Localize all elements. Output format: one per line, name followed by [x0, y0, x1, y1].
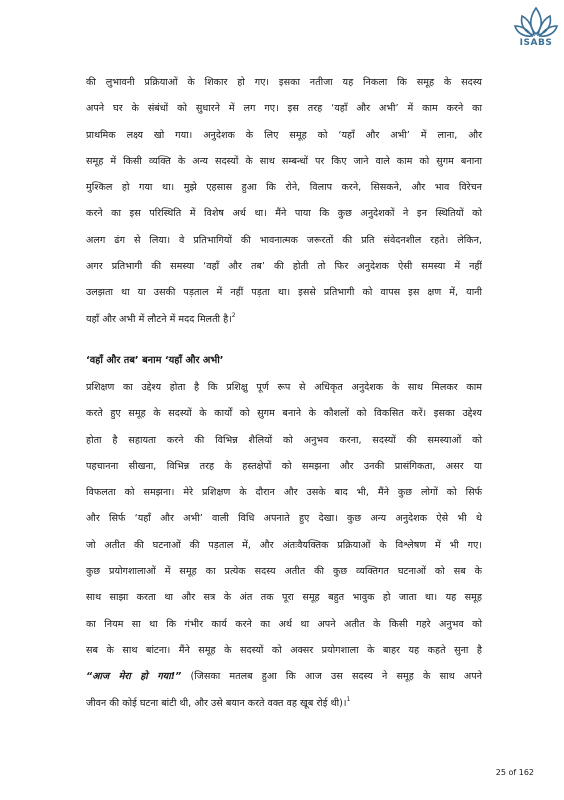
quote-text: “आज मेरा हो गया!” — [86, 671, 182, 683]
text-line-last — [86, 691, 482, 717]
text-line: साथ साझा करता था और सत्र के अंत तक पूरा समूह बहुत भावुक हो जाता था। यह समूह — [86, 592, 482, 604]
text-line: जो अतीत की घटनाओं की पड़ताल में, और अंतःवैयक्तिक प्रक्रियाओं के विश्लेषण में भी गए। — [86, 539, 482, 551]
text-line: मुश्किल हो गया था। मुझे एहसास हुआ कि रोने, विलाप करने, सिसकने, और भाव विरेचन — [86, 182, 482, 194]
footnote-reference[interactable]: 1 — [346, 695, 351, 703]
logo-text: ISABS — [519, 38, 553, 48]
text-line: करने का इस परिस्थिति में विशेष अर्थ था। मैंने पाया कि कुछ अनुदेशकों ने इन स्थितियों को — [86, 208, 482, 220]
text-span: जीवन की कोई घटना बांटी थी, और उसे बयान करते वक्त वह खूब रोई थी)। — [86, 697, 347, 709]
paragraph-1 — [86, 70, 482, 333]
page-number: 25 of 162 — [495, 768, 534, 777]
text-span: (जिसका मतलब हुआ कि आज उस सदस्य ने समूह के साथ अपने — [181, 671, 482, 683]
text-line: उलझता था या उसकी पड़ताल में नहीं पड़ता था। इससे प्रतिभागी को वापस इस क्षण में, यानी — [86, 287, 482, 299]
text-span: यहाँ और अभी में लौटने में मदद मिलती है। — [86, 313, 232, 325]
text-line: कुछ प्रयोगशालाओं में समूह का प्रत्येक सदस्य अतीत की कुछ व्यक्तिगत घटनाओं को सब के — [86, 566, 482, 578]
text-line-last — [86, 307, 482, 333]
text-line: विफलता को समझना। मेरे प्रशिक्षण के दौरान और उसके बाद भी, मैंने कुछ लोगों को सिर्फ — [86, 487, 482, 499]
text-line: होता है सहायता करने की विभिन्न शैलियों को अनुभव करना, सदस्यों की समस्याओं को — [86, 434, 482, 446]
isabs-flame-logo-icon — [513, 4, 559, 38]
footnote-reference[interactable]: 2 — [231, 311, 236, 319]
document-body — [86, 70, 482, 717]
text-line: का नियम सा था कि गंभीर कार्य करने का अर्थ था अपने अतीत के किसी गहरे अनुभव को — [86, 618, 482, 630]
text-line: प्रशिक्षण का उद्देश्य होता है कि प्रशिक्षु पूर्ण रूप से अधिकृत अनुदेशक के साथ मिलकर काम — [86, 381, 482, 393]
text-line: करते हुए समूह के सदस्यों के कार्यों को सुगम बनाने के कौशलों को विकसित करें। इसका उद्देश्य — [86, 408, 482, 420]
text-line: समूह में किसी व्यक्ति के अन्य सदस्यों के साथ सम्बन्धों पर किए जाने वाले काम को सुगम बनाना — [86, 155, 482, 167]
text-line: सब के साथ बांटना। मैंने समूह के सदस्यों को अक्सर प्रयोगशाला के बाहर यह कहते सुना है — [86, 644, 482, 656]
text-line: अलग ढंग से लिया। वे प्रतिभागियों की भावनात्मक जरूरतों की प्रति संवेदनशील रहते। लेकिन, — [86, 234, 482, 246]
text-line: पहचानना सीखना, विभिन्न तरह के हस्तक्षेपों को समझना और उनकी प्रासंगिकता, असर या — [86, 460, 482, 472]
text-line: अगर प्रतिभागी की समस्या ‘वहाँ और तब’ की होती तो फिर अनुदेशक ऐसी समस्या में नहीं — [86, 261, 482, 273]
text-line: और सिर्फ ‘यहाँ और अभी’ वाली विधि अपनाते हुए देखा। कुछ अन्य अनुदेशक ऐसे भी थे — [86, 513, 482, 525]
text-line: अपने घर के संबंधों को सुधारने में लग गए। इस तरह ‘यहाँ और अभी’ में काम करने का — [86, 103, 482, 115]
text-line: प्राथमिक लक्ष्य खो गया। अनुदेशक के लिए समूह को ‘यहाँ और अभी’ में लाना, और — [86, 129, 482, 141]
text-line: की लुभावनी प्रक्रियाओं के शिकार हो गए। इसका नतीजा यह निकला कि समूह के सदस्य — [86, 77, 482, 88]
paragraph-2 — [86, 375, 482, 717]
isabs-logo — [513, 4, 559, 52]
section-heading: ‘वहाँ और तब’ बनाम ‘यहाँ और अभी’ — [86, 354, 224, 366]
text-line — [86, 664, 482, 690]
